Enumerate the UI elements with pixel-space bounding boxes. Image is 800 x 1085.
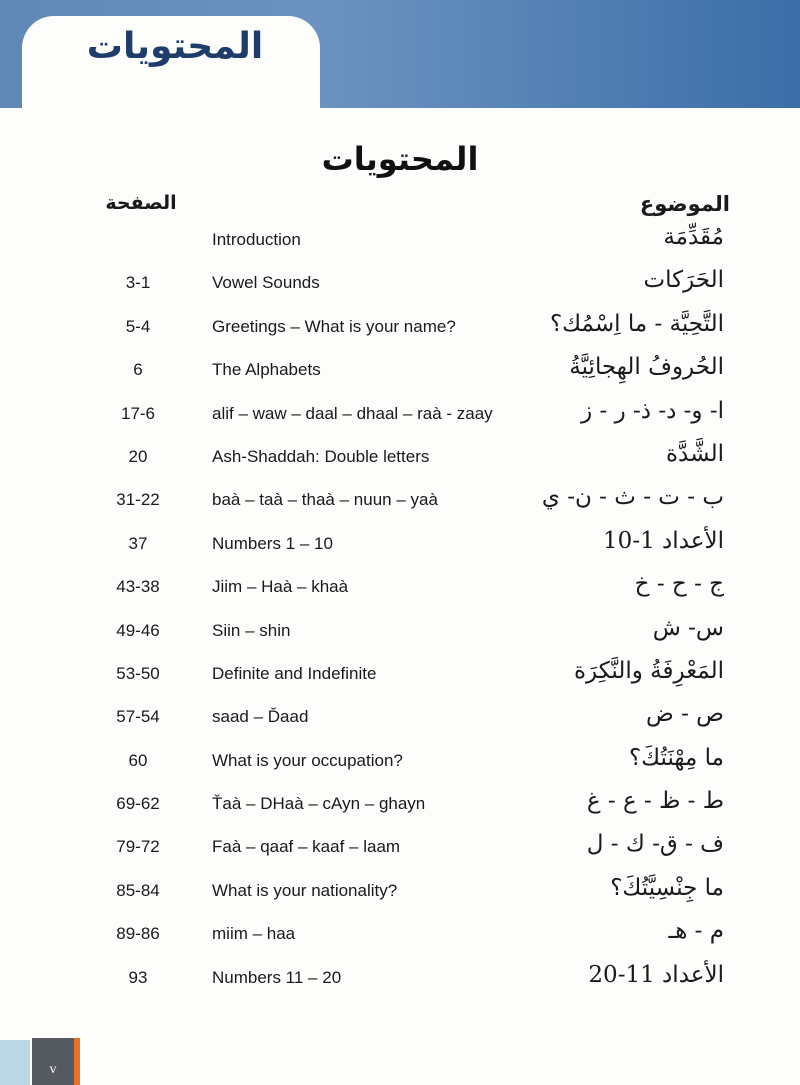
table-row — [0, 656, 800, 699]
table-row — [0, 526, 800, 569]
column-header-page: الصفحة — [105, 192, 177, 214]
page-number: v — [49, 1062, 57, 1077]
row-english: miim – haa — [212, 924, 296, 944]
row-page: 53-50 — [116, 663, 160, 683]
row-page: 79-72 — [116, 837, 160, 857]
row-english: baà – taà – thaà – nuun – yaà — [212, 490, 438, 510]
row-english: Vowel Sounds — [212, 273, 320, 293]
row-english: saad – Ďaad — [212, 707, 309, 727]
row-arabic: ج - ح - خ — [634, 571, 724, 598]
row-page: 37 — [128, 533, 148, 553]
table-row — [0, 613, 800, 656]
row-page: 49-46 — [116, 620, 160, 640]
table-row — [0, 699, 800, 742]
table-row — [0, 916, 800, 959]
page-number-accent — [74, 1038, 80, 1085]
row-english: Faà – qaaf – kaaf – laam — [212, 837, 401, 857]
row-arabic: المَعْرِفَةُ والنَّكِرَة — [573, 657, 724, 684]
row-english: alif – waw – daal – dhaal – raà - zaay — [212, 403, 493, 423]
row-english: Introduction — [212, 230, 301, 249]
row-arabic: الأعداد 11-20 — [588, 961, 724, 988]
row-page: 60 — [128, 750, 148, 770]
row-page: 85-84 — [116, 880, 160, 900]
row-arabic: ف - ق- ك - ل — [586, 831, 724, 858]
row-english: What is your nationality? — [212, 880, 398, 900]
row-page: 17-6 — [120, 403, 156, 423]
row-arabic: ب - ت - ث - ن- ي — [541, 484, 724, 511]
row-arabic: س- ش — [652, 614, 724, 641]
page-title: المحتويات — [321, 140, 479, 178]
table-row — [0, 352, 800, 395]
row-arabic: الأعداد 1-10 — [603, 527, 724, 554]
row-page: 57-54 — [116, 707, 160, 727]
row-page: 89-86 — [116, 924, 160, 944]
table-row — [0, 743, 800, 786]
table-row — [0, 960, 800, 1003]
row-arabic: مُقَدِّمَة — [663, 224, 724, 250]
row-english: Ťaà – DHaà – cAyn – ghayn — [212, 794, 426, 814]
contents-table — [0, 222, 800, 1003]
row-page: 93 — [128, 967, 148, 987]
row-arabic: الشَّدَّة — [665, 440, 724, 467]
row-english: What is your occupation? — [212, 750, 403, 770]
table-row — [0, 222, 800, 265]
row-page: 31-22 — [116, 490, 160, 510]
table-row — [0, 482, 800, 525]
row-arabic: ما جِنْسِيَّتُكَ؟ — [610, 874, 724, 901]
table-row — [0, 786, 800, 829]
row-english: Greetings – What is your name? — [212, 316, 456, 336]
table-row — [0, 829, 800, 872]
table-row — [0, 873, 800, 916]
row-page: 6 — [133, 360, 143, 380]
row-arabic: ص - ض — [645, 701, 724, 728]
row-english: The Alphabets — [212, 360, 321, 380]
row-page: 69-62 — [116, 794, 160, 814]
row-english: Ash-Shaddah: Double letters — [212, 446, 430, 466]
row-arabic: ا- و- د- ذ- ر - ز — [581, 397, 724, 424]
row-arabic: ط - ظ - ع - غ — [586, 788, 724, 815]
row-english: Numbers 1 – 10 — [212, 533, 333, 553]
table-row — [0, 309, 800, 352]
row-arabic: الحَرَكات — [643, 267, 724, 294]
table-row — [0, 396, 800, 439]
table-row — [0, 265, 800, 308]
row-arabic: الحُروفُ الهِجائِيَّةُ — [569, 354, 724, 381]
header-tab-title: المحتويات — [86, 26, 264, 67]
table-row — [0, 569, 800, 612]
row-page: 43-38 — [116, 577, 160, 597]
row-page: 5-4 — [125, 316, 151, 336]
row-english: Numbers 11 – 20 — [212, 967, 342, 987]
row-arabic: م - هـ — [668, 918, 724, 945]
row-page: 3-1 — [125, 273, 151, 293]
row-arabic: التَّحِيَّة - ما اِسْمُك؟ — [549, 310, 724, 337]
corner-decoration — [0, 1040, 30, 1085]
row-english: Jiim – Haà – khaà — [212, 577, 349, 597]
row-page: 20 — [128, 446, 148, 466]
table-row — [0, 439, 800, 482]
row-arabic: ما مِهْنَتُكَ؟ — [628, 744, 724, 771]
column-header-topic: الموضوع — [639, 192, 730, 216]
row-english: Definite and Indefinite — [212, 663, 377, 683]
row-english: Siin – shin — [212, 620, 291, 640]
